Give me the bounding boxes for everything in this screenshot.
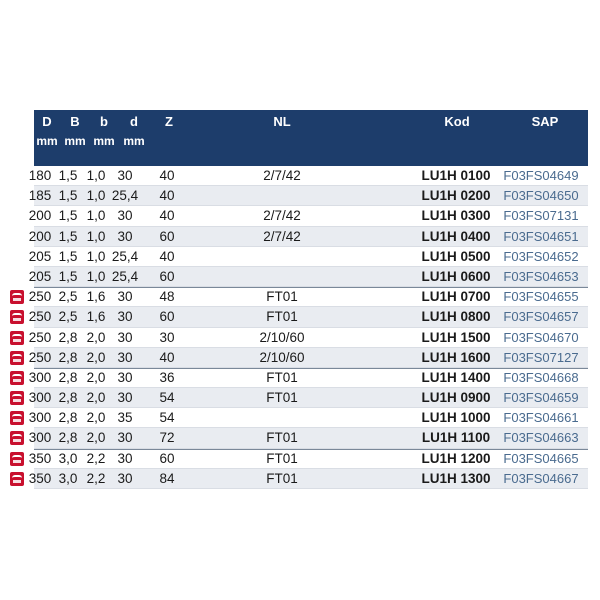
cell-sap: F03FS07127 bbox=[503, 349, 579, 365]
cell-b: 2,0 bbox=[86, 369, 106, 385]
header-B: B bbox=[70, 114, 80, 129]
cell-sap: F03FS04653 bbox=[503, 268, 579, 284]
cell-b: 1,5 bbox=[58, 168, 78, 183]
cell-sap: F03FS04663 bbox=[503, 430, 579, 446]
cell-z: 40 bbox=[159, 188, 175, 204]
table-row bbox=[8, 428, 588, 448]
cell-b: 1,0 bbox=[86, 208, 106, 224]
cell-kod: LU1H 0200 bbox=[421, 188, 491, 204]
header-d-unit: mm bbox=[123, 134, 145, 148]
cell-d: 350 bbox=[28, 470, 52, 486]
table-row bbox=[8, 328, 588, 348]
cell-sap: F03FS04657 bbox=[503, 309, 579, 325]
cell-sap: F03FS04650 bbox=[503, 188, 579, 204]
cell-b: 1,6 bbox=[86, 289, 106, 305]
cell-b: 1,5 bbox=[58, 248, 78, 264]
cell-kod: LU1H 0100 bbox=[421, 168, 491, 183]
cell-nl: 2/7/42 bbox=[263, 208, 301, 224]
cell-d: 30 bbox=[117, 208, 133, 224]
cell-z: 40 bbox=[159, 168, 175, 183]
cell-sap: F03FS04665 bbox=[503, 450, 579, 466]
header-D: D bbox=[42, 114, 52, 129]
blade-type-icon bbox=[10, 290, 24, 304]
cell-b: 2,5 bbox=[58, 309, 78, 325]
cell-z: 30 bbox=[159, 329, 175, 345]
cell-d: 30 bbox=[117, 369, 133, 385]
cell-sap: F03FS04652 bbox=[503, 248, 579, 264]
cell-b: 1,5 bbox=[58, 208, 78, 224]
cell-b: 2,0 bbox=[86, 430, 106, 446]
cell-kod: LU1H 1200 bbox=[421, 450, 491, 466]
cell-d: 25,4 bbox=[111, 248, 139, 264]
table-row bbox=[8, 206, 588, 226]
cell-nl: 2/7/42 bbox=[263, 168, 301, 183]
cell-sap: F03FS07131 bbox=[503, 208, 579, 224]
cell-sap: F03FS04667 bbox=[503, 470, 579, 486]
cell-b: 1,0 bbox=[86, 168, 106, 183]
header-b-unit: mm bbox=[93, 134, 115, 148]
table-body bbox=[8, 166, 588, 489]
cell-b: 2,8 bbox=[58, 410, 78, 426]
cell-b: 2,8 bbox=[58, 390, 78, 406]
cell-z: 54 bbox=[159, 390, 175, 406]
cell-z: 36 bbox=[159, 369, 175, 385]
cell-nl: 2/7/42 bbox=[263, 228, 301, 244]
cell-d: 350 bbox=[28, 450, 52, 466]
cell-kod: LU1H 0600 bbox=[421, 268, 491, 284]
header-d: d bbox=[130, 114, 138, 129]
cell-d: 250 bbox=[28, 349, 52, 365]
table-row bbox=[8, 186, 588, 206]
cell-kod: LU1H 0400 bbox=[421, 228, 491, 244]
blade-type-icon bbox=[10, 371, 24, 385]
cell-b: 2,0 bbox=[86, 390, 106, 406]
cell-d: 30 bbox=[117, 390, 133, 406]
blade-type-icon bbox=[10, 472, 24, 486]
cell-d: 250 bbox=[28, 289, 52, 305]
cell-d: 30 bbox=[117, 349, 133, 365]
cell-kod: LU1H 0500 bbox=[421, 248, 491, 264]
cell-b: 1,0 bbox=[86, 248, 106, 264]
cell-d: 205 bbox=[28, 268, 52, 284]
cell-b: 2,8 bbox=[58, 349, 78, 365]
blade-type-icon bbox=[10, 310, 24, 324]
cell-d: 30 bbox=[117, 329, 133, 345]
cell-z: 72 bbox=[159, 430, 175, 446]
cell-b: 2,0 bbox=[86, 329, 106, 345]
cell-b: 1,5 bbox=[58, 188, 78, 204]
cell-nl: FT01 bbox=[266, 450, 298, 466]
cell-b: 1,0 bbox=[86, 228, 106, 244]
header-Z: Z bbox=[165, 114, 173, 129]
table-row bbox=[8, 287, 588, 307]
cell-d: 30 bbox=[117, 430, 133, 446]
cell-kod: LU1H 0800 bbox=[421, 309, 491, 325]
cell-sap: F03FS04670 bbox=[503, 329, 579, 345]
cell-b: 1,0 bbox=[86, 268, 106, 284]
blade-type-icon bbox=[10, 331, 24, 345]
cell-nl: FT01 bbox=[266, 369, 298, 385]
cell-d: 30 bbox=[117, 168, 133, 183]
table-row bbox=[8, 368, 588, 388]
cell-kod: LU1H 1500 bbox=[421, 329, 491, 345]
cell-nl: 2/10/60 bbox=[259, 349, 305, 365]
header-sap: SAP bbox=[531, 114, 559, 129]
blade-type-icon bbox=[10, 452, 24, 466]
cell-b: 3,0 bbox=[58, 470, 78, 486]
table-row bbox=[8, 267, 588, 287]
cell-d: 205 bbox=[28, 248, 52, 264]
header-b: b bbox=[100, 114, 108, 129]
cell-sap: F03FS04651 bbox=[503, 228, 579, 244]
cell-b: 2,0 bbox=[86, 349, 106, 365]
cell-d: 300 bbox=[28, 369, 52, 385]
table-row bbox=[8, 408, 588, 428]
cell-nl: FT01 bbox=[266, 289, 298, 305]
blade-type-icon bbox=[10, 431, 24, 445]
cell-d: 25,4 bbox=[111, 188, 139, 204]
cell-d: 30 bbox=[117, 289, 133, 305]
cell-b: 2,8 bbox=[58, 430, 78, 446]
cell-nl: FT01 bbox=[266, 470, 298, 486]
cell-d: 25,4 bbox=[111, 268, 139, 284]
cell-d: 200 bbox=[28, 208, 52, 224]
cell-d: 30 bbox=[117, 470, 133, 486]
cell-z: 60 bbox=[159, 268, 175, 284]
cell-kod: LU1H 1600 bbox=[421, 349, 491, 365]
header-D-unit: mm bbox=[36, 134, 58, 148]
cell-d: 180 bbox=[28, 168, 52, 183]
cell-b: 2,2 bbox=[86, 470, 106, 486]
cell-z: 60 bbox=[159, 309, 175, 325]
cell-b: 2,8 bbox=[58, 329, 78, 345]
cell-b: 2,8 bbox=[58, 369, 78, 385]
cell-z: 48 bbox=[159, 289, 175, 305]
blade-type-icon bbox=[10, 391, 24, 405]
cell-b: 2,5 bbox=[58, 289, 78, 305]
cell-sap: F03FS04659 bbox=[503, 390, 579, 406]
cell-nl: 2/10/60 bbox=[259, 329, 305, 345]
cell-d: 30 bbox=[117, 309, 133, 325]
cell-z: 84 bbox=[159, 470, 175, 486]
cell-d: 35 bbox=[117, 410, 133, 426]
cell-kod: LU1H 1000 bbox=[421, 410, 491, 426]
cell-z: 60 bbox=[159, 228, 175, 244]
cell-d: 300 bbox=[28, 430, 52, 446]
cell-sap: F03FS04661 bbox=[503, 410, 579, 426]
cell-z: 54 bbox=[159, 410, 175, 426]
cell-b: 3,0 bbox=[58, 450, 78, 466]
cell-sap: F03FS04655 bbox=[503, 289, 579, 305]
header-B-unit: mm bbox=[64, 134, 86, 148]
table-row bbox=[8, 227, 588, 247]
cell-kod: LU1H 1100 bbox=[421, 430, 491, 446]
table-row bbox=[8, 388, 588, 408]
cell-d: 250 bbox=[28, 309, 52, 325]
table-row bbox=[8, 469, 588, 489]
cell-b: 1,6 bbox=[86, 309, 106, 325]
table-header bbox=[34, 110, 588, 166]
cell-d: 30 bbox=[117, 450, 133, 466]
cell-d: 250 bbox=[28, 329, 52, 345]
product-table bbox=[8, 110, 588, 489]
header-kod: Kod bbox=[444, 114, 470, 129]
cell-d: 200 bbox=[28, 228, 52, 244]
cell-z: 40 bbox=[159, 349, 175, 365]
cell-kod: LU1H 0700 bbox=[421, 289, 491, 305]
cell-d: 300 bbox=[28, 390, 52, 406]
cell-z: 40 bbox=[159, 208, 175, 224]
blade-type-icon bbox=[10, 411, 24, 425]
cell-d: 185 bbox=[28, 188, 52, 204]
cell-b: 2,2 bbox=[86, 450, 106, 466]
cell-sap: F03FS04668 bbox=[503, 369, 579, 385]
cell-b: 2,0 bbox=[86, 410, 106, 426]
cell-z: 60 bbox=[159, 450, 175, 466]
blade-type-icon bbox=[10, 351, 24, 365]
cell-sap: F03FS04649 bbox=[503, 168, 579, 183]
table-row bbox=[8, 307, 588, 327]
cell-kod: LU1H 0900 bbox=[421, 390, 491, 406]
cell-b: 1,5 bbox=[58, 228, 78, 244]
cell-z: 40 bbox=[159, 248, 175, 264]
table-row bbox=[8, 166, 588, 186]
cell-nl: FT01 bbox=[266, 309, 298, 325]
cell-kod: LU1H 1300 bbox=[421, 470, 491, 486]
cell-nl: FT01 bbox=[266, 430, 298, 446]
cell-nl: FT01 bbox=[266, 390, 298, 406]
cell-b: 1,0 bbox=[86, 188, 106, 204]
table-row bbox=[8, 449, 588, 469]
cell-kod: LU1H 0300 bbox=[421, 208, 491, 224]
table-row bbox=[8, 348, 588, 368]
cell-b: 1,5 bbox=[58, 268, 78, 284]
cell-d: 30 bbox=[117, 228, 133, 244]
cell-kod: LU1H 1400 bbox=[421, 369, 491, 385]
table-row bbox=[8, 247, 588, 267]
cell-d: 300 bbox=[28, 410, 52, 426]
header-NL: NL bbox=[273, 114, 291, 129]
